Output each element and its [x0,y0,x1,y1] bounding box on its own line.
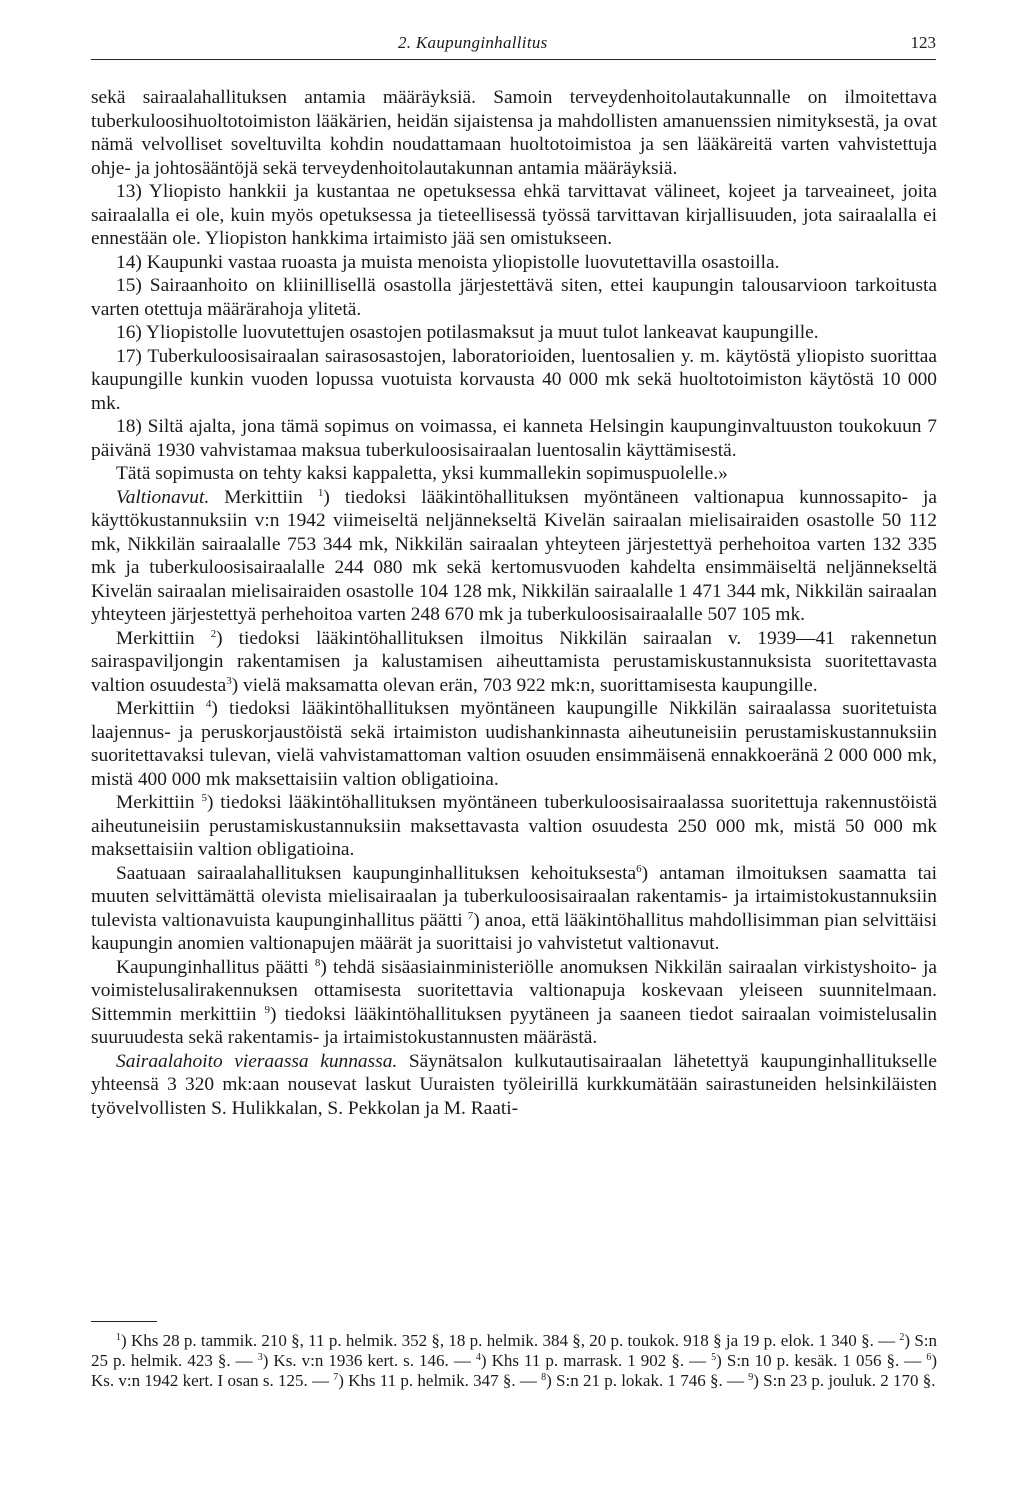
text-run: ) S:n 23 p. jouluk. 2 170 §. [753,1371,936,1390]
paragraph [91,321,937,345]
page-number: 123 [910,33,936,52]
header-title: 2. Kaupunginhallitus [398,33,548,52]
section-paragraph [91,1050,937,1121]
paragraph [91,251,937,275]
text-run: 15) Sairaanhoito on kliinillisellä osastolla järjestettävä siten, ettei kaupungin talousarvioon tarkoitusta varten otettuja määrärahoja ylitetä. [91,275,937,320]
text-run: ) tiedoksi lääkintöhallituksen myöntäneen tuberkuloosisairaalassa suoritettuja rakennustöistä aiheutuneisiin perustamiskustannuksiin maksettavasta valtion osuudesta 250 000 mk, mistä 50 000 mk maksettaisiin valtion obligatioina. [91,792,937,860]
footnote-divider [91,1321,157,1322]
text-run: ) tiedoksi lääkintöhallituksen myöntäneen valtionapua kunnossapito- ja käyttökustannuksiin v:n 1942 viimeiseltä neljännekseltä Kivelän sairaalan mielisairaiden osastolle 50 112 mk, Nikkilän sairaalalle 753 344 mk, Nikkilän sairaalan yhteyteen järjestettyä perhehoitoa varten 132 335 mk ja tuberkuloosisairaalalle 244 080 mk sekä kertomusvuoden kahdelta ensimmäiseltä neljännekseltä Kivelän sairaalan mielisairaiden osastolle 104 128 mk, Nikkilän sairaalalle 1 471 344 mk, Nikkilän sairaalan yhteyteen järjestettyä perhehoitoa varten 248 670 mk ja tuberkuloosisairaalalle 507 105 mk. [91,486,938,625]
footnote-marker: 3 [226,674,232,687]
text-run: 17) Tuberkuloosisairaalan sairasosastojen, laboratorioiden, luentosalien y. m. käytöstä yliopisto suorittaa kaupungille kunkin vuoden lopussa vuotuista korvausta 40 000 mk sekä huoltotoimiston käytöstä 10 000 mk. [91,345,937,414]
text-run: Merkittiin [116,698,206,719]
text-run: sekä sairaalahallituksen antamia määräyksiä. Samoin terveydenhoitolautakunnalle on ilmoitettava tuberkuloosihuoltotoimiston lääkärien, heidän sijaistensa ja mahdollisten amanuenssien nimityksestä, ja ovat nämä velvolliset soveltuvilta kohdin noudattamaan huoltotoimistoa ja sen lääkäreitä varten vahvistettuja ohje- ja johtosääntöjä sekä terveydenhoitolautakunnan antamia määräyksiä. [91,87,937,179]
footnote-marker: 5 [201,792,207,804]
footnote-marker: 9 [748,1372,754,1383]
footnote-marker: 7 [333,1372,339,1383]
text-run: ) Khs 11 p. marrask. 1 902 §. — [480,1351,712,1370]
footnote-marker: 2 [210,627,217,640]
text-run: Säynätsalon kulkutautisairaalan lähetettyä kaupunginhallitukselle yhteensä 3 320 mk:aan nousevat laskut Uuraisten työleirillä kurkkumätään sairastuneiden helsinkiläisten työvelvollisten S. Hulikkalan, S. Pekkolan ja M. Raati- [91,1050,938,1119]
paragraph [91,86,937,180]
text-run: ) tiedoksi lääkintöhallituksen myöntäneen kaupungille Nikkilän sairaalassa suoritetuista laajennus- ja peruskorjaustöistä sekä irtaimiston uudishankinnasta aiheutuneisiin perustamiskustannuksiin suoritettavaksi tulevan, vielä vahvistamattoman valtion osuuden ensimmäisenä ennakkoeränä 2 000 000 mk, mistä 400 000 mk maksettaisiin valtion obligatioina. [91,698,938,790]
footnote-marker: 6 [926,1352,932,1363]
text-run: ) S:n 25 p. helmik. 423 §. — [91,1331,937,1370]
text-run: ) Ks. v:n 1942 kert. I osan s. 125. — [91,1351,938,1390]
text-run: 16) Yliopistolle luovutettujen osastojen potilasmaksut ja muut tulot lankeavat kaupungille. [116,322,819,343]
paragraph [91,345,937,416]
paragraph [91,415,937,462]
paragraph [91,697,937,791]
text-run: ) tehdä sisäasiainministeriölle anomuksen Nikkilän sairaalan virkistyshoito- ja voimistelusalirakennuksen ottamisesta suoritettavia valtionapuja koskevaan yleiseen suunnitelmaan. Sittemmin merkittiin [91,956,937,1025]
text-run: ) S:n 10 p. kesäk. 1 056 §. — [716,1351,927,1370]
footnote-marker: 4 [475,1352,481,1363]
text-run: ) tiedoksi lääkintöhallituksen pyytäneen ja saaneen tiedot sairaalan voimistelusalin suuruudesta sekä rakentamis- ja irtaimistokustannusten määrästä. [91,1003,937,1048]
text-run: Merkittiin [116,792,202,813]
paragraph [91,274,937,321]
text-run: Kaupunginhallitus päätti [116,956,315,978]
footnote-marker: 5 [711,1352,717,1363]
body-text [91,86,937,1120]
footnotes [91,1331,937,1391]
text-run: Saatuaan sairaalahallituksen kaupunginhallituksen kehoituksesta [116,862,637,884]
section-paragraph [91,486,937,627]
footnote-marker: 9 [264,1003,271,1016]
footnote-marker: 7 [467,909,474,922]
paragraph [91,180,937,251]
paragraph [91,956,937,1050]
text-run: ) vielä maksamatta olevan erän, 703 922 mk:n, suorittamisesta kaupungille. [231,674,818,696]
footnote-marker: 1 [116,1332,121,1343]
text-run: ) tiedoksi lääkintöhallituksen ilmoitus Nikkilän sairaalan v. 1939—41 rakennetun sairaspaviljongin rakentamisen ja kalustamisen aiheuttamista perustamiskustannuksista suoritettavasta valtion osuudesta [91,627,937,696]
text-run: ) Khs 28 p. tammik. 210 §, 11 p. helmik. 352 §, 18 p. helmik. 384 §, 20 p. toukok. 918 § ja 19 p. elok. 1 340 §. — [121,1331,900,1350]
italic-heading: Sairaalahoito vieraassa kunnassa. [116,1050,398,1072]
italic-heading: Valtionavut. [116,486,210,508]
text-run: ) S:n 21 p. lokak. 1 746 §. — [546,1371,749,1390]
footnote-marker: 6 [636,862,642,875]
footnote-marker: 2 [899,1332,905,1343]
footnote-marker: 8 [541,1372,547,1383]
text-run: 14) Kaupunki vastaa ruoasta ja muista menoista yliopistolle luovutettavilla osastoilla. [116,251,780,273]
text-run: ) Khs 11 p. helmik. 347 §. — [338,1371,542,1390]
footnote-marker: 1 [317,486,324,499]
paragraph [91,862,937,956]
running-header [91,33,936,60]
text-run: 18) Siltä ajalta, jona tämä sopimus on voimassa, ei kanneta Helsingin kaupunginvaltuuston toukokuun 7 päivänä 1930 vahvistamaa maksua tuberkuloosisairaalan luentosalin käyttämisestä. [91,416,937,461]
paragraph [91,627,937,698]
text-run: Merkittiin [209,486,318,508]
paragraph [91,791,937,862]
footnote-block [91,1331,937,1391]
footnote-marker: 4 [205,698,212,710]
text-run: Tätä sopimusta on tehty kaksi kappaletta, yksi kummallekin sopimuspuolelle.» [116,463,728,484]
text-run: ) antaman ilmoituksen saamatta tai muuten selvittämättä olevista mielisairaalan ja tuberkuloosisairaalan rakentamis- ja irtaimistokustannuksiin tulevista valtionavuista kaupunginhallitus päätti [91,862,937,931]
text-run: ) anoa, että lääkintöhallitus mahdollisimman pian selvittäisi kaupungin anomien valtionapujen määrät ja suorittaisi jo vahvistetut valtionavut. [91,909,937,954]
text-run: ) Ks. v:n 1936 kert. s. 146. — [262,1351,476,1370]
footnote-marker: 8 [314,956,321,969]
paragraph [91,462,937,486]
text-run: 13) Yliopisto hankkii ja kustantaa ne opetuksessa ehkä tarvittavat välineet, kojeet ja tarveaineet, joita sairaalalla ei ole, kuin myös opetuksessa ja tieteellisessä työssä tarvittavan kirjallisuuden, jota sairaalalla ei ennestään ole. Yliopiston hankkima irtaimisto jää sen omistukseen. [91,181,937,249]
text-run: Merkittiin [116,627,211,649]
footnote-marker: 3 [257,1352,263,1363]
